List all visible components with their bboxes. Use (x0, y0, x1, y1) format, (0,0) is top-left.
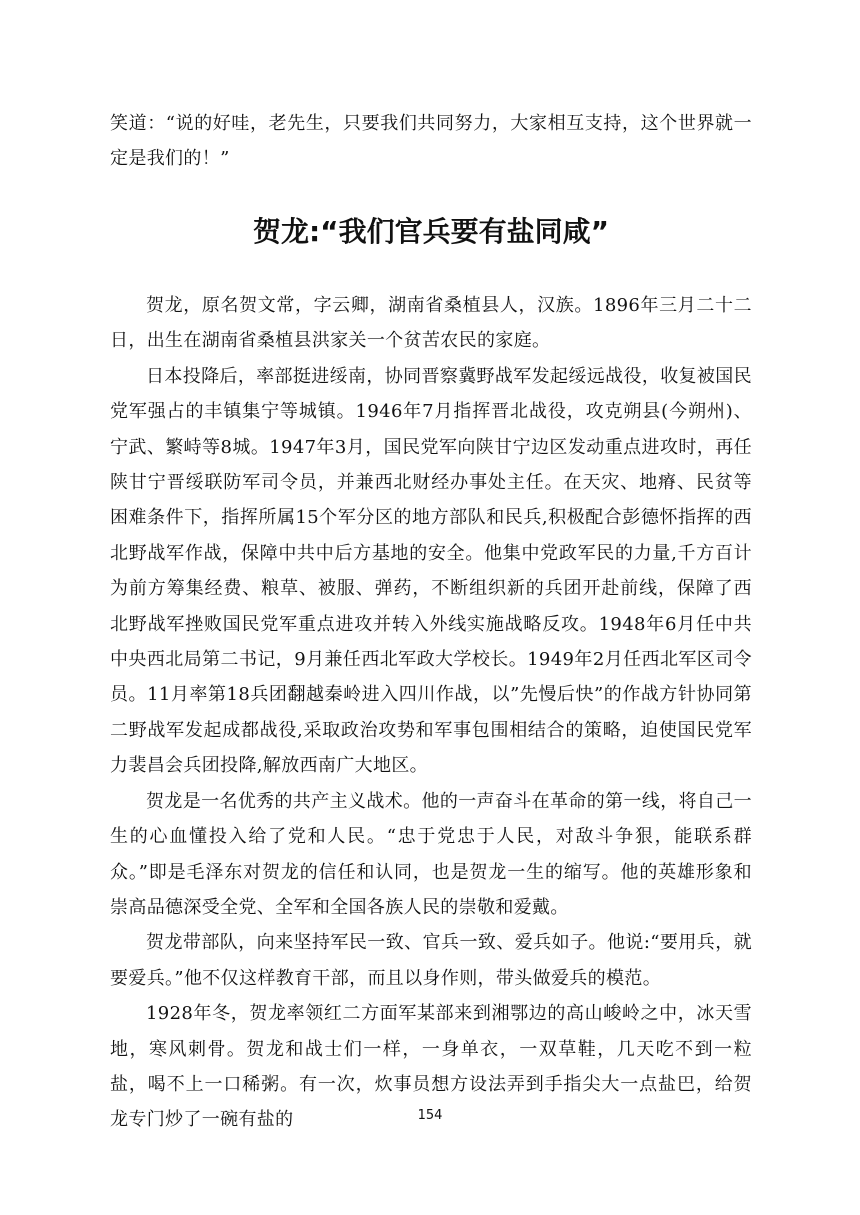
paragraph-intro: 贺龙，原名贺文常，字云卿，湖南省桑植县人，汉族。1896年三月二十二日，出生在湖南省桑植县洪家关一个贫苦农民的家庭。 (110, 295, 752, 352)
paragraph-character: 贺龙是一名优秀的共产主义战术。他的一声奋斗在革命的第一线，将自己一生的心血懂投入给了党和人民。“忠于党忠于人民，对敌斗争狠，能联系群众。”即是毛泽东对贺龙的信任和认同，也是贺龙一生的缩写。他的英雄形象和崇高品德深受全党、全军和全国各族人民的崇敬和爱戴。 (110, 790, 752, 918)
article-body (110, 288, 752, 1138)
paragraph-campaigns: 日本投降后，率部挺进绥南，协同晋察冀野战军发起绥远战役，收复被国民党军强占的丰镇集宁等城镇。1946年7月指挥晋北战役，攻克朔县(今朔州)、宁武、繁峙等8城。1947年3月，国民党军向陕甘宁边区发动重点进攻时，再任陕甘宁晋绥联防军司令员，并兼西北财经办事处主任。在天灾、地瘠、民贫等困难条件下，指挥所属15个军分区的地方部队和民兵,积极配合彭德怀指挥的西北野战军作战，保障中共中后方基地的安全。他集中党政军民的力量,千方百计为前方筹集经费、粮草、被服、弹药，不断组织新的兵团开赴前线，保障了西北野战军挫败国民党军重点进攻并转入外线实施战略反攻。1948年6月任中共中央西北局第二书记，9月兼任西北军政大学校长。1949年2月任西北军区司令员。11月率第18兵团翻越秦岭进入四川作战，以”先慢后快”的作战方针协同第二野战军发起成都战役,采取政治攻势和军事包围相结合的策略，迫使国民党军力裴昌会兵团投降,解放西南广大地区。 (110, 365, 752, 777)
section-title: 贺龙:“我们官兵要有盐同咸” (252, 215, 609, 248)
paragraph-1928-winter: 1928年冬，贺龙率领红二方面军某部来到湘鄂边的高山峻岭之中，冰天雪地，寒风刺骨。贺龙和战士们一样，一身单衣，一双草鞋，几天吃不到一粒盐，喝不上一口稀粥。有一次，炊事员想方设法弄到手指尖大一点盐巴，给贺龙专门炒了一碗有盐的 (110, 1003, 752, 1131)
page-number: 154 (417, 1108, 443, 1123)
continuation-paragraph: 笑道：“说的好哇，老先生，只要我们共同努力，大家相互支持，这个世界就一定是我们的！” (110, 113, 752, 170)
paragraph-love-soldiers: 贺龙带部队，向来坚持军民一致、官兵一致、爱兵如子。他说:“要用兵，就要爱兵。”他不仅这样教育干部，而且以身作则，带头做爱兵的模范。 (110, 932, 752, 989)
